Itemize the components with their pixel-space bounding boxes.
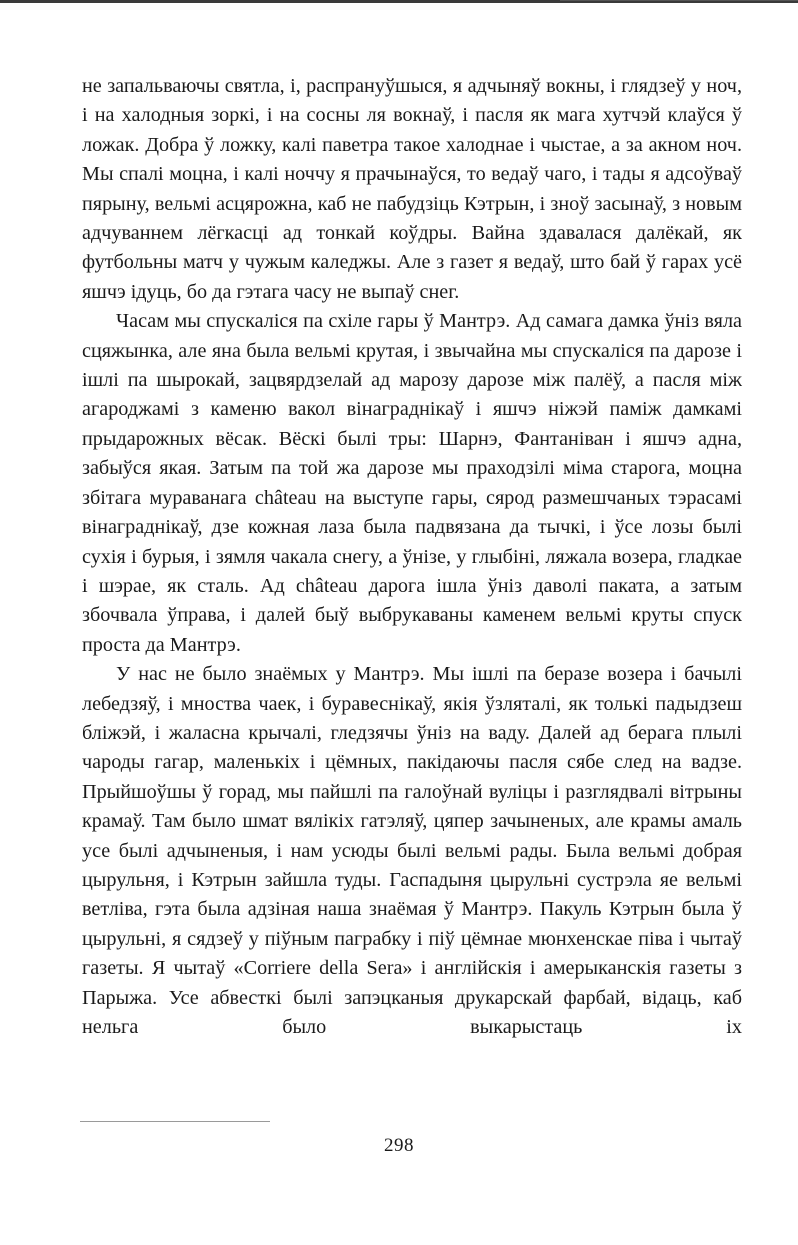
paragraph-3: У нас не было знаёмых у Мантрэ. Мы ішлі па беразе возера і бачылі лебедзяў, і мноства чаек, і буравеснікаў, якія ўзляталі, як толькі падыдзеш бліжэй, і жаласна крычалі, гледзячы ўніз на ваду. Далей ад берага плылі чароды гагар, маленькіх і цёмных, пакідаючы пасля сябе след на вадзе. Прыйшоўшы ў горад, мы пайшлі па галоўнай вуліцы і разглядвалі вітрыны крамаў. Там было шмат вялікіх гатэляў, цяпер зачыненых, але крамы амаль усе былі адчыненыя, і нам усюды былі вельмі рады. Была вельмі добрая цырульня, і Кэтрын зайшла туды. Гаспадыня цырульні сустрэла яе вельмі ветліва, гэта была адзіная наша знаёмая ў Мантрэ. Пакуль Кэтрын была ў цырульні, я сядзеў у піўным паграбку і піў цёмнае мюнхенскае піва і чытаў газеты. Я чытаў «Corriere della Sera» і англійскія і амерыканскія газеты з Парыжа. Усе абвесткі былі запэцканыя друкарскай фарбай, відаць, каб нельга было выкарыстаць іх bbox=[82, 663, 742, 1038]
paragraph-1: не запальваючы святла, і, распрануўшыся, я адчыняў вокны, і глядзеў у ноч, і на халодныя зоркі, і на сосны ля вокнаў, і пасля як мага хутчэй клаўся ў ложак. Добра ў ложку, калі паветра такое халоднае і чыстае, а за акном ноч. Мы спалі моцна, і калі ноччу я прачынаўся, то ведаў чаго, і тады я адсоўваў пярыну, вельмі асцярожна, каб не пабудзіць Кэтрын, і зноў засынаў, з новым адчуваннем лёгкасці ад тонкай коўдры. Вайна здавалася далёкай, як футбольны матч у чужым каледжы. Але з газет я ведаў, што бай ў гарах усё яшчэ ідуць, бо да гэтага часу не выпаў снег. bbox=[82, 75, 742, 303]
page-number: 298 bbox=[384, 1135, 414, 1156]
paragraph-2: Часам мы спускаліся па схіле гары ў Мантрэ. Ад самага дамка ўніз вяла сцяжынка, але яна была вельмі крутая, і звычайна мы спускаліся па дарозе і ішлі па шырокай, зацвярдзелай ад марозу дарозе між палёў, а пасля між агароджамі з каменю вакол вінаграднікаў і яшчэ ніжэй паміж дамкамі прыдарожных вёсак. Вёскі былі тры: Шарнэ, Фантаніван і яшчэ адна, забыўся якая. Затым па той жа дарозе мы праходзілі міма старога, моцна збітага мураванага château на выступе гары, сярод размешчаных тэрасамі вінаграднікаў, дзе кожная лаза была падвязана да тычкі, і ўсе лозы былі сухія і бурыя, і зямля чакала снегу, а ўнізе, у глыбіні, ляжала возера, гладкае і шэрае, як сталь. Ад château дарога ішла ўніз даволі паката, а затым збочвала ўправа, і далей быў выбрукаваны каменем вельмі круты спуск проста да Мантрэ. bbox=[82, 310, 742, 656]
footnote-rule bbox=[80, 1121, 270, 1122]
page-top-edge-thin bbox=[560, 0, 798, 1]
body-text bbox=[82, 72, 742, 1042]
